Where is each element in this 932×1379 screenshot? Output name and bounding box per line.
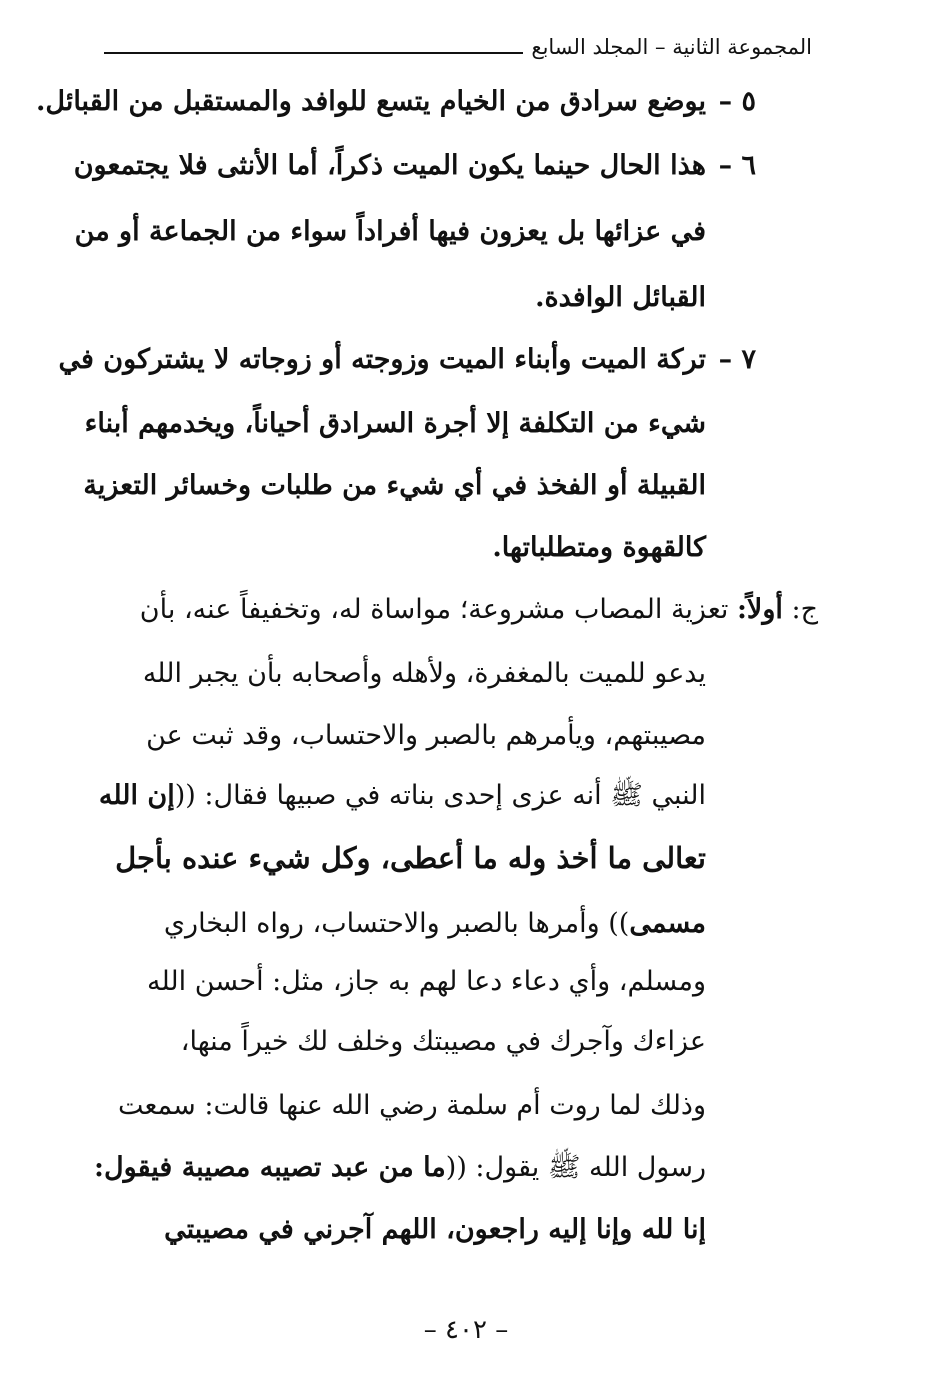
answer-line: يدعو للميت بالمغفرة، ولأهله وأصحابه بأن يجبر الله — [142, 658, 706, 689]
list-item-line: تركة الميت وأبناء الميت وزوجته أو زوجاته لا يشتركون في — [58, 344, 706, 375]
list-item-line: كالقهوة ومتطلباتها. — [492, 532, 706, 563]
answer-line — [94, 1148, 706, 1192]
running-header — [104, 30, 812, 60]
answer-line — [140, 590, 818, 634]
page-number: – ٤٠٢ – — [423, 1315, 509, 1345]
list-item-line: القبائل الوافدة. — [535, 282, 706, 313]
item-number: ٦ – — [718, 150, 756, 181]
answer-text: رسول الله ﷺ يقول: (( — [445, 1152, 706, 1183]
header-rule — [104, 52, 523, 54]
list-item-line: هذا الحال حينما يكون الميت ذكراً، أما الأنثى فلا يجتمعون — [73, 150, 706, 181]
hadith-quote: تعالى ما أخذ وله ما أعطى، وكل شيء عنده بأجل — [115, 841, 706, 875]
answer-line: وذلك لما روت أم سلمة رضي الله عنها قالت: سمعت — [118, 1090, 706, 1121]
answer-line: عزاءك وآجرك في مصيبتك وخلف لك خيراً منها، — [180, 1026, 706, 1057]
list-item-line: القبيلة أو الفخذ في أي شيء من طلبات وخسائر التعزية — [83, 470, 706, 501]
answer-text: تعزية المصاب مشروعة؛ مواساة له، وتخفيفاً عنه، بأن — [139, 594, 729, 625]
answer-prefix: ج: — [791, 594, 818, 625]
list-item-line: يوضع سرادق من الخيام يتسع للوافد والمستقبل من القبائل. — [35, 86, 706, 117]
hadith-quote: ما من عبد تصيبه مصيبة فيقول: — [94, 1152, 446, 1183]
answer-line: ومسلم، وأي دعاء دعا لهم به جاز، مثل: أحسن الله — [147, 966, 706, 997]
header-title: المجموعة الثانية – المجلد السابع — [531, 35, 812, 59]
hadith-quote: إن الله — [98, 780, 175, 811]
item-number: ٧ – — [718, 344, 756, 375]
hadith-quote: إنا لله وإنا إليه راجعون، اللهم آجرني في مصيبتي — [164, 1214, 706, 1245]
answer-line: مصيبتهم، ويأمرهم بالصبر والاحتساب، وقد ثبت عن — [146, 720, 706, 751]
answer-line — [164, 904, 706, 948]
answer-first-word: أولاً: — [736, 594, 783, 625]
hadith-quote: مسمى — [629, 908, 706, 939]
item-number: ٥ – — [718, 86, 756, 117]
answer-line — [99, 776, 706, 820]
answer-text: )) وأمرها بالصبر والاحتساب، رواه البخاري — [163, 908, 630, 939]
list-item-line: في عزائها بل يعزون فيها أفراداً سواء من الجماعة أو من — [74, 216, 706, 247]
list-item-line: شيء من التكلفة إلا أجرة السرادق أحياناً، ويخدمهم أبناء — [84, 408, 706, 439]
answer-text: النبي ﷺ أنه عزى إحدى بناته في صبيها فقال: (( — [174, 780, 706, 811]
